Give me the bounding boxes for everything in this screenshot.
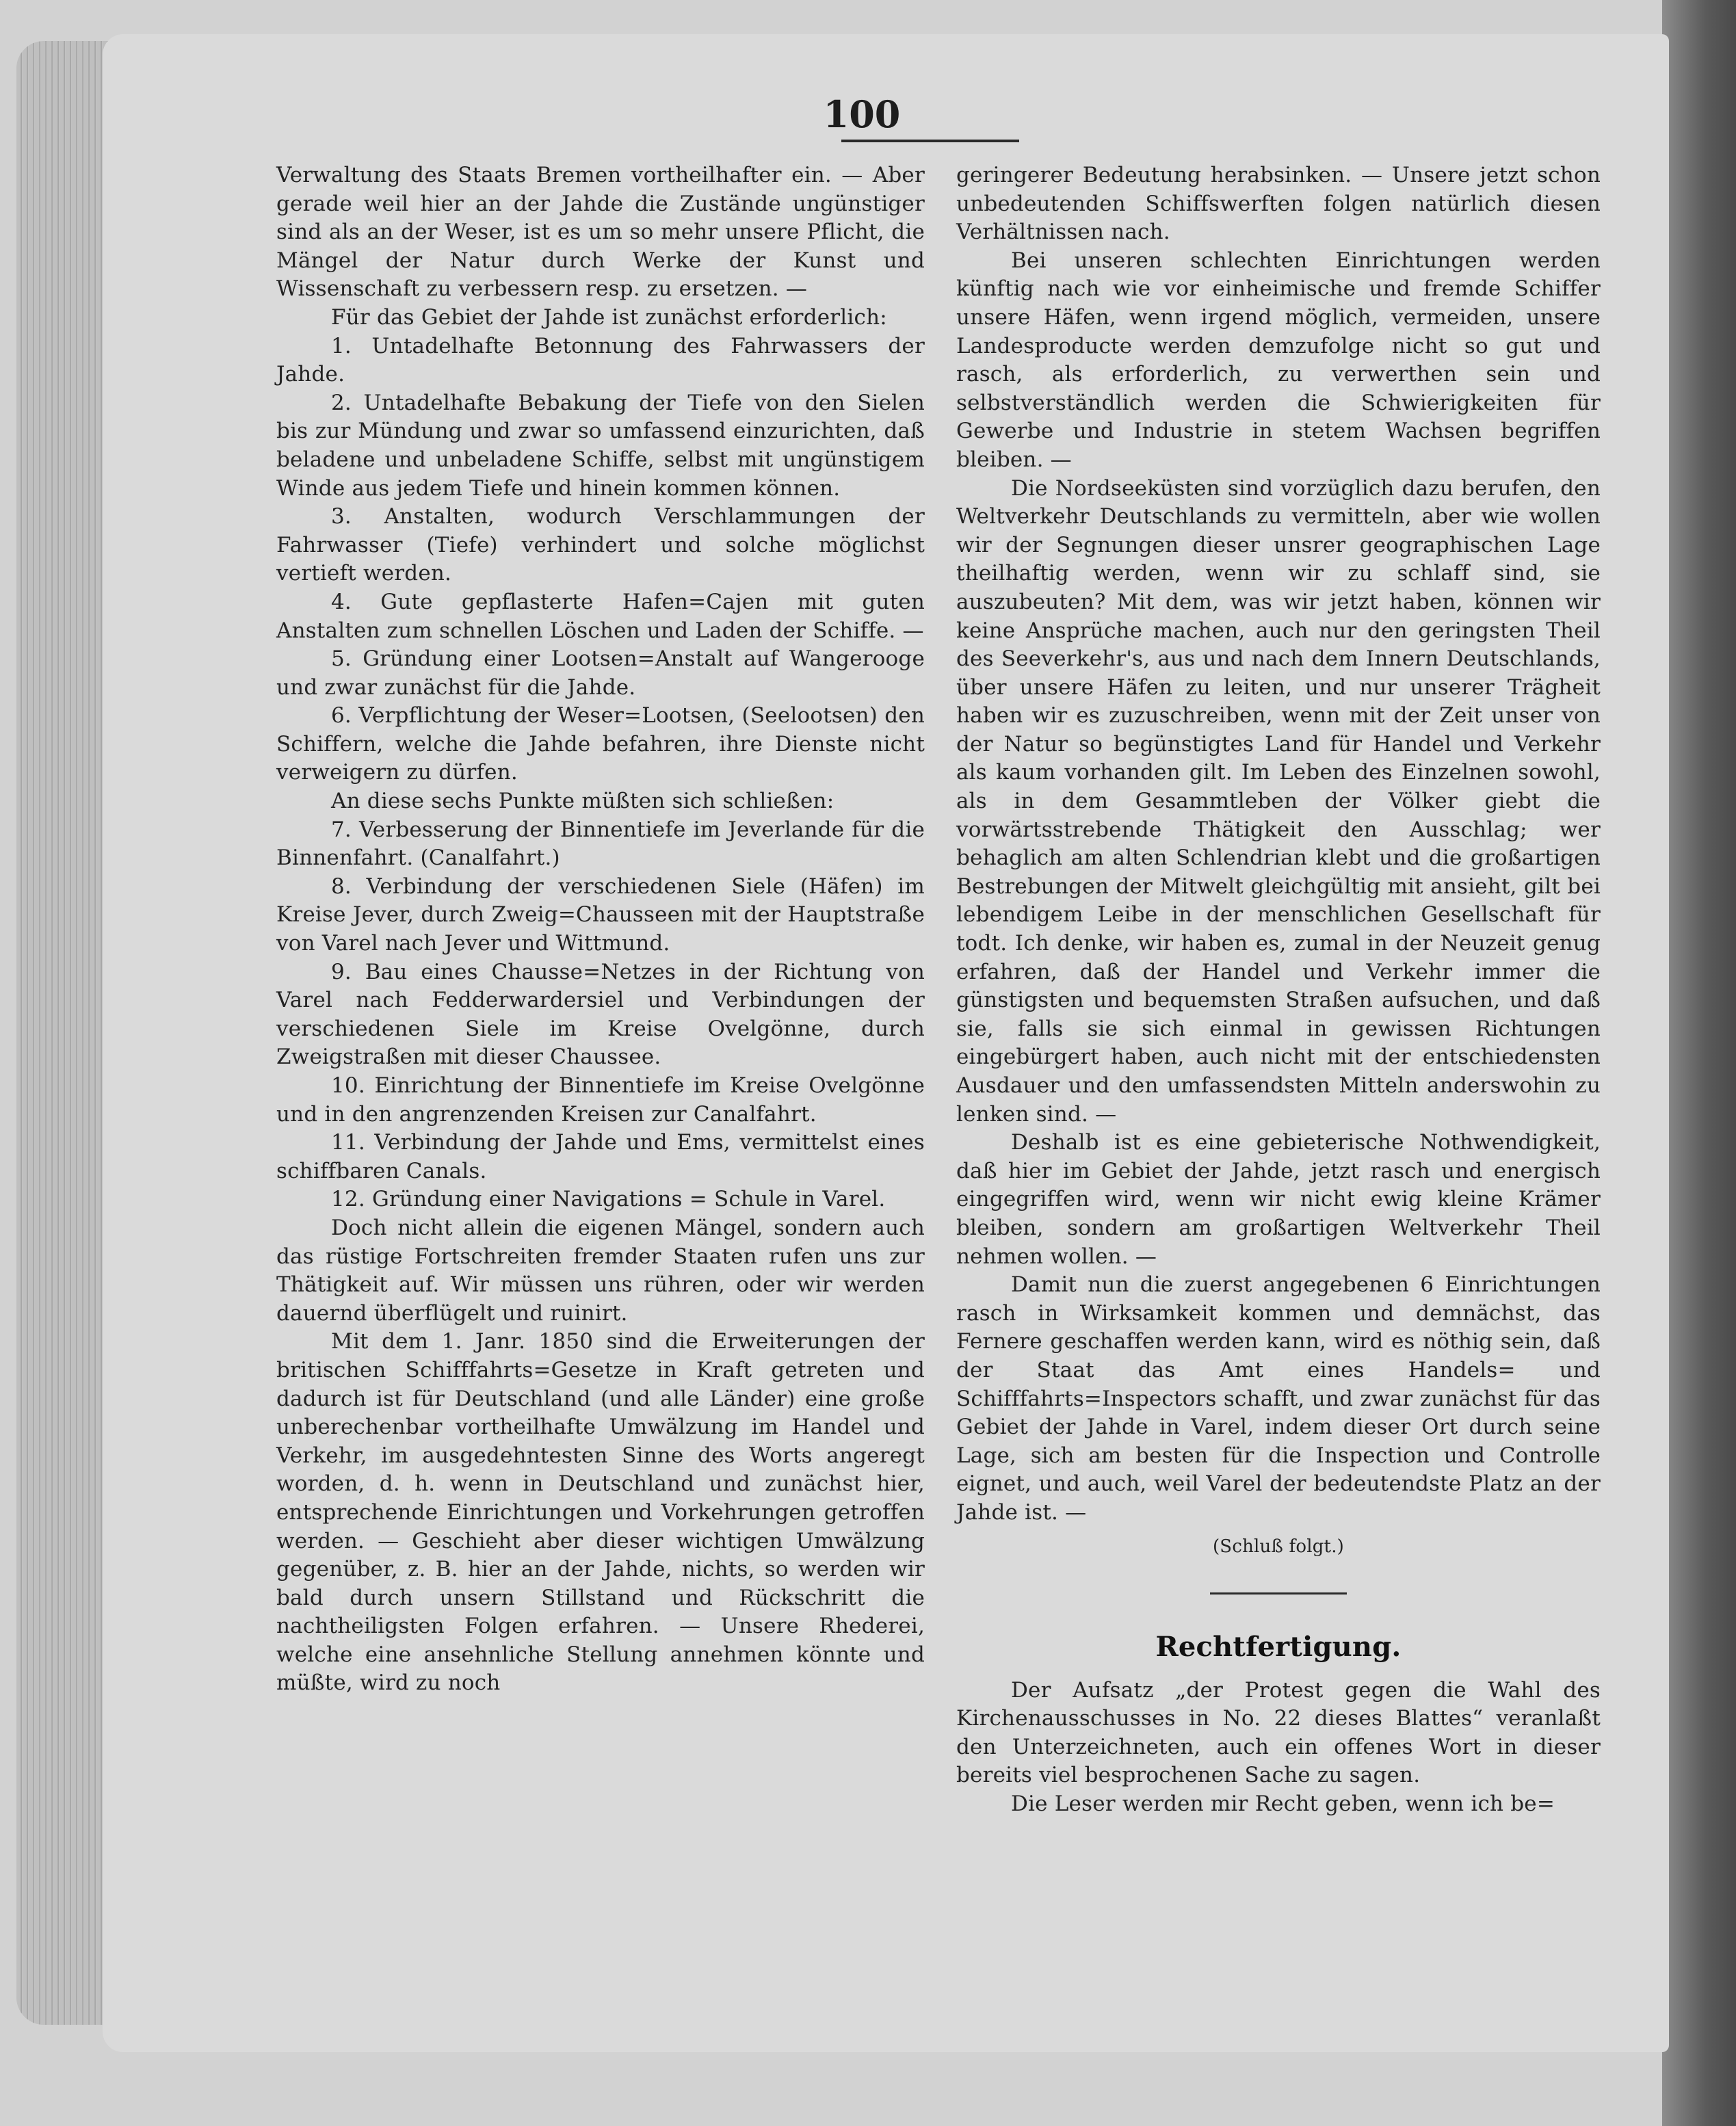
paragraph: 8. Verbindung der verschiedenen Siele (Häfen) im Kreise Jever, durch Zweig=Chausseen mit der Hauptstraße von Varel nach Jever und Wittmund. — [276, 874, 925, 956]
section-body — [956, 1677, 1601, 1819]
page-number: 100 — [823, 92, 901, 136]
right-column-body — [956, 161, 1601, 1527]
paragraph: Mit dem 1. Janr. 1850 sind die Erweiterungen der britischen Schifffahrts=Gesetze in Kraft getreten und dadurch ist für Deutschland (und alle Länder) eine große unberechenbar vortheilhafte Umwälzung im Handel und Verkehr, im ausgedehntesten Sinne des Worts angeregt worden, d. h. wenn in Deutschland und zunächst hier, entsprechende Einrichtungen und Vorkehrungen getroffen werden. — Geschieht aber dieser wichtigen Umwälzung gegenüber, z. B. hier an der Jahde, nichts, so werden wir bald durch unsern Stillstand und Rückschritt die nachtheiligsten Folgen erfahren. — Unsere Rhederei, welche eine ansehnliche Stellung annehmen könnte und müßte, wird zu noch — [276, 1329, 925, 1696]
paragraph: 3. Anstalten, wodurch Verschlammungen der Fahrwasser (Tiefe) verhindert und solche möglichst vertieft werden. — [276, 504, 925, 586]
paragraph: 4. Gute gepflasterte Hafen=Cajen mit guten Anstalten zum schnellen Löschen und Laden der Schiffe. — — [276, 589, 925, 643]
binding-shadow — [1662, 0, 1736, 2126]
paragraph: Der Aufsatz „der Protest gegen die Wahl des Kirchenausschusses in No. 22 dieses Blattes“ veranlaßt den Unterzeichneten, auch ein offenes Wort in dieser bereits viel besprochenen Sache zu sagen. — [956, 1677, 1601, 1788]
paragraph: 11. Verbindung der Jahde und Ems, vermittelst eines schiffbaren Canals. — [276, 1130, 925, 1183]
paragraph: Deshalb ist es eine gebieterische Nothwendigkeit, daß hier im Gebiet der Jahde, jetzt rasch und energisch eingegriffen wird, wenn wir nicht ewig kleine Krämer bleiben, sondern am großartigen Weltverkehr Theil nehmen wollen. — — [956, 1130, 1601, 1269]
paragraph: 12. Gründung einer Navigations = Schule in Varel. — [331, 1187, 886, 1212]
book-page-edges — [16, 41, 112, 2025]
paragraph: 2. Untadelhafte Bebakung der Tiefe von den Sielen bis zur Mündung und zwar so umfassend einzurichten, daß beladene und unbeladene Schiffe, selbst mit ungünstigem Winde aus jedem Tiefe und hinein kommen können. — [276, 390, 925, 501]
paragraph: geringerer Bedeutung herabsinken. — Unsere jetzt schon unbedeutenden Schiffswerften folgen natürlich diesen Verhältnissen nach. — [956, 163, 1601, 245]
paragraph: 1. Untadelhafte Betonnung des Fahrwassers der Jahde. — [276, 333, 925, 387]
paragraph: Damit nun die zuerst angegebenen 6 Einrichtungen rasch in Wirksamkeit kommen und demnächst, das Fernere geschaffen werden kann, wird es nöthig sein, daß der Staat das Amt eines Handels= und Schifffahrts=Inspectors schafft, und zwar zunächst für das Gebiet der Jahde in Varel, indem dieser Ort durch seine Lage, sich am besten für die Inspection und Controlle eignet, und auch, weil Varel der bedeutendste Platz an der Jahde ist. — — [956, 1272, 1601, 1525]
paragraph: 10. Einrichtung der Binnentiefe im Kreise Ovelgönne und in den angrenzenden Kreisen zur Canalfahrt. — [276, 1073, 925, 1127]
section-heading: Rechtfertigung. — [1155, 1631, 1402, 1664]
left-column — [276, 161, 925, 1698]
paragraph: Verwaltung des Staats Bremen vortheilhafter ein. — Aber gerade weil hier an der Jahde die Zustände ungünstiger sind als an der Weser, ist es um so mehr unsere Pflicht, die Mängel der Natur durch Werke der Kunst und Wissenschaft zu verbessern resp. zu ersetzen. — — [276, 163, 925, 302]
header-rule — [841, 140, 1019, 142]
paragraph: Die Nordseeküsten sind vorzüglich dazu berufen, den Weltverkehr Deutschlands zu vermitteln, aber wie wollen wir der Segnungen dieser unsrer geographischen Lage theilhaftig werden, wenn wir zu schlaff sind, sie auszubeuten? Mit dem, was wir jetzt haben, können wir keine Ansprüche machen, auch nur den geringsten Theil des Seeverkehr's, aus und nach dem Innern Deutschlands, über unsere Häfen zu leiten, und nur unserer Trägheit haben wir es zuzuschreiben, wenn mit der Zeit unser von der Natur so begünstigtes Land für Handel und Verkehr als kaum vorhanden gilt. Im Leben des Einzelnen sowohl, als in dem Gesammtleben der Völker giebt die vorwärtsstrebende Thätigkeit den Ausschlag; wer behaglich am alten Schlendrian klebt und die großartigen Bestrebungen der Mitwelt gleichgültig mit ansieht, gilt bei lebendigem Leibe in der menschlichen Gesellschaft für todt. Ich denke, wir haben es, zumal in der Neuzeit genug erfahren, daß der Handel und Verkehr immer die günstigsten und bequemsten Straßen aufsuchen, und daß sie, falls sie sich einmal in gewissen Richtungen eingebürgert haben, auch nicht mit der entschiedensten Ausdauer und den umfassendsten Mitteln anderswohin zu lenken sind. — — [956, 475, 1601, 1127]
paragraph: 5. Gründung einer Lootsen=Anstalt auf Wangerooge und zwar zunächst für die Jahde. — [276, 646, 925, 700]
right-column — [956, 161, 1601, 1819]
paragraph: Bei unseren schlechten Einrichtungen werden künftig nach wie vor einheimische und fremde Schiffer unsere Häfen, wenn irgend möglich, vermeiden, unsere Landesproducte werden demzufolge nicht so gut und rasch, als erforderlich, zu verwerthen sein und selbstverständlich werden die Schwierigkeiten für Gewerbe und Industrie in stetem Wachsen begriffen bleiben. — — [956, 248, 1601, 472]
paragraph: Die Leser werden mir Recht geben, wenn ich be= — [1011, 1792, 1555, 1817]
paragraph: 9. Bau eines Chausse=Netzes in der Richtung von Varel nach Fedderwardersiel und Verbindungen der verschiedenen Siele im Kreise Ovelgönne, durch Zweigstraßen mit dieser Chaussee. — [276, 959, 925, 1070]
section-divider — [1210, 1592, 1347, 1594]
paragraph: 7. Verbesserung der Binnentiefe im Jeverlande für die Binnenfahrt. (Canalfahrt.) — [276, 817, 925, 871]
paragraph: Für das Gebiet der Jahde ist zunächst erforderlich: — [331, 304, 887, 330]
paragraph: 6. Verpflichtung der Weser=Lootsen, (Seelootsen) den Schiffern, welche die Jahde befahren, ihre Dienste nicht verweigern zu dürfen. — [276, 703, 925, 785]
paragraph: An diese sechs Punkte müßten sich schließen: — [331, 789, 834, 814]
continuation-note: (Schluß folgt.) — [1212, 1536, 1345, 1557]
paragraph: Doch nicht allein die eigenen Mängel, sondern auch das rüstige Fortschreiten fremder Staaten rufen uns zur Thätigkeit auf. Wir müssen uns rühren, oder wir werden dauernd überflügelt und ruinirt. — [276, 1215, 925, 1326]
